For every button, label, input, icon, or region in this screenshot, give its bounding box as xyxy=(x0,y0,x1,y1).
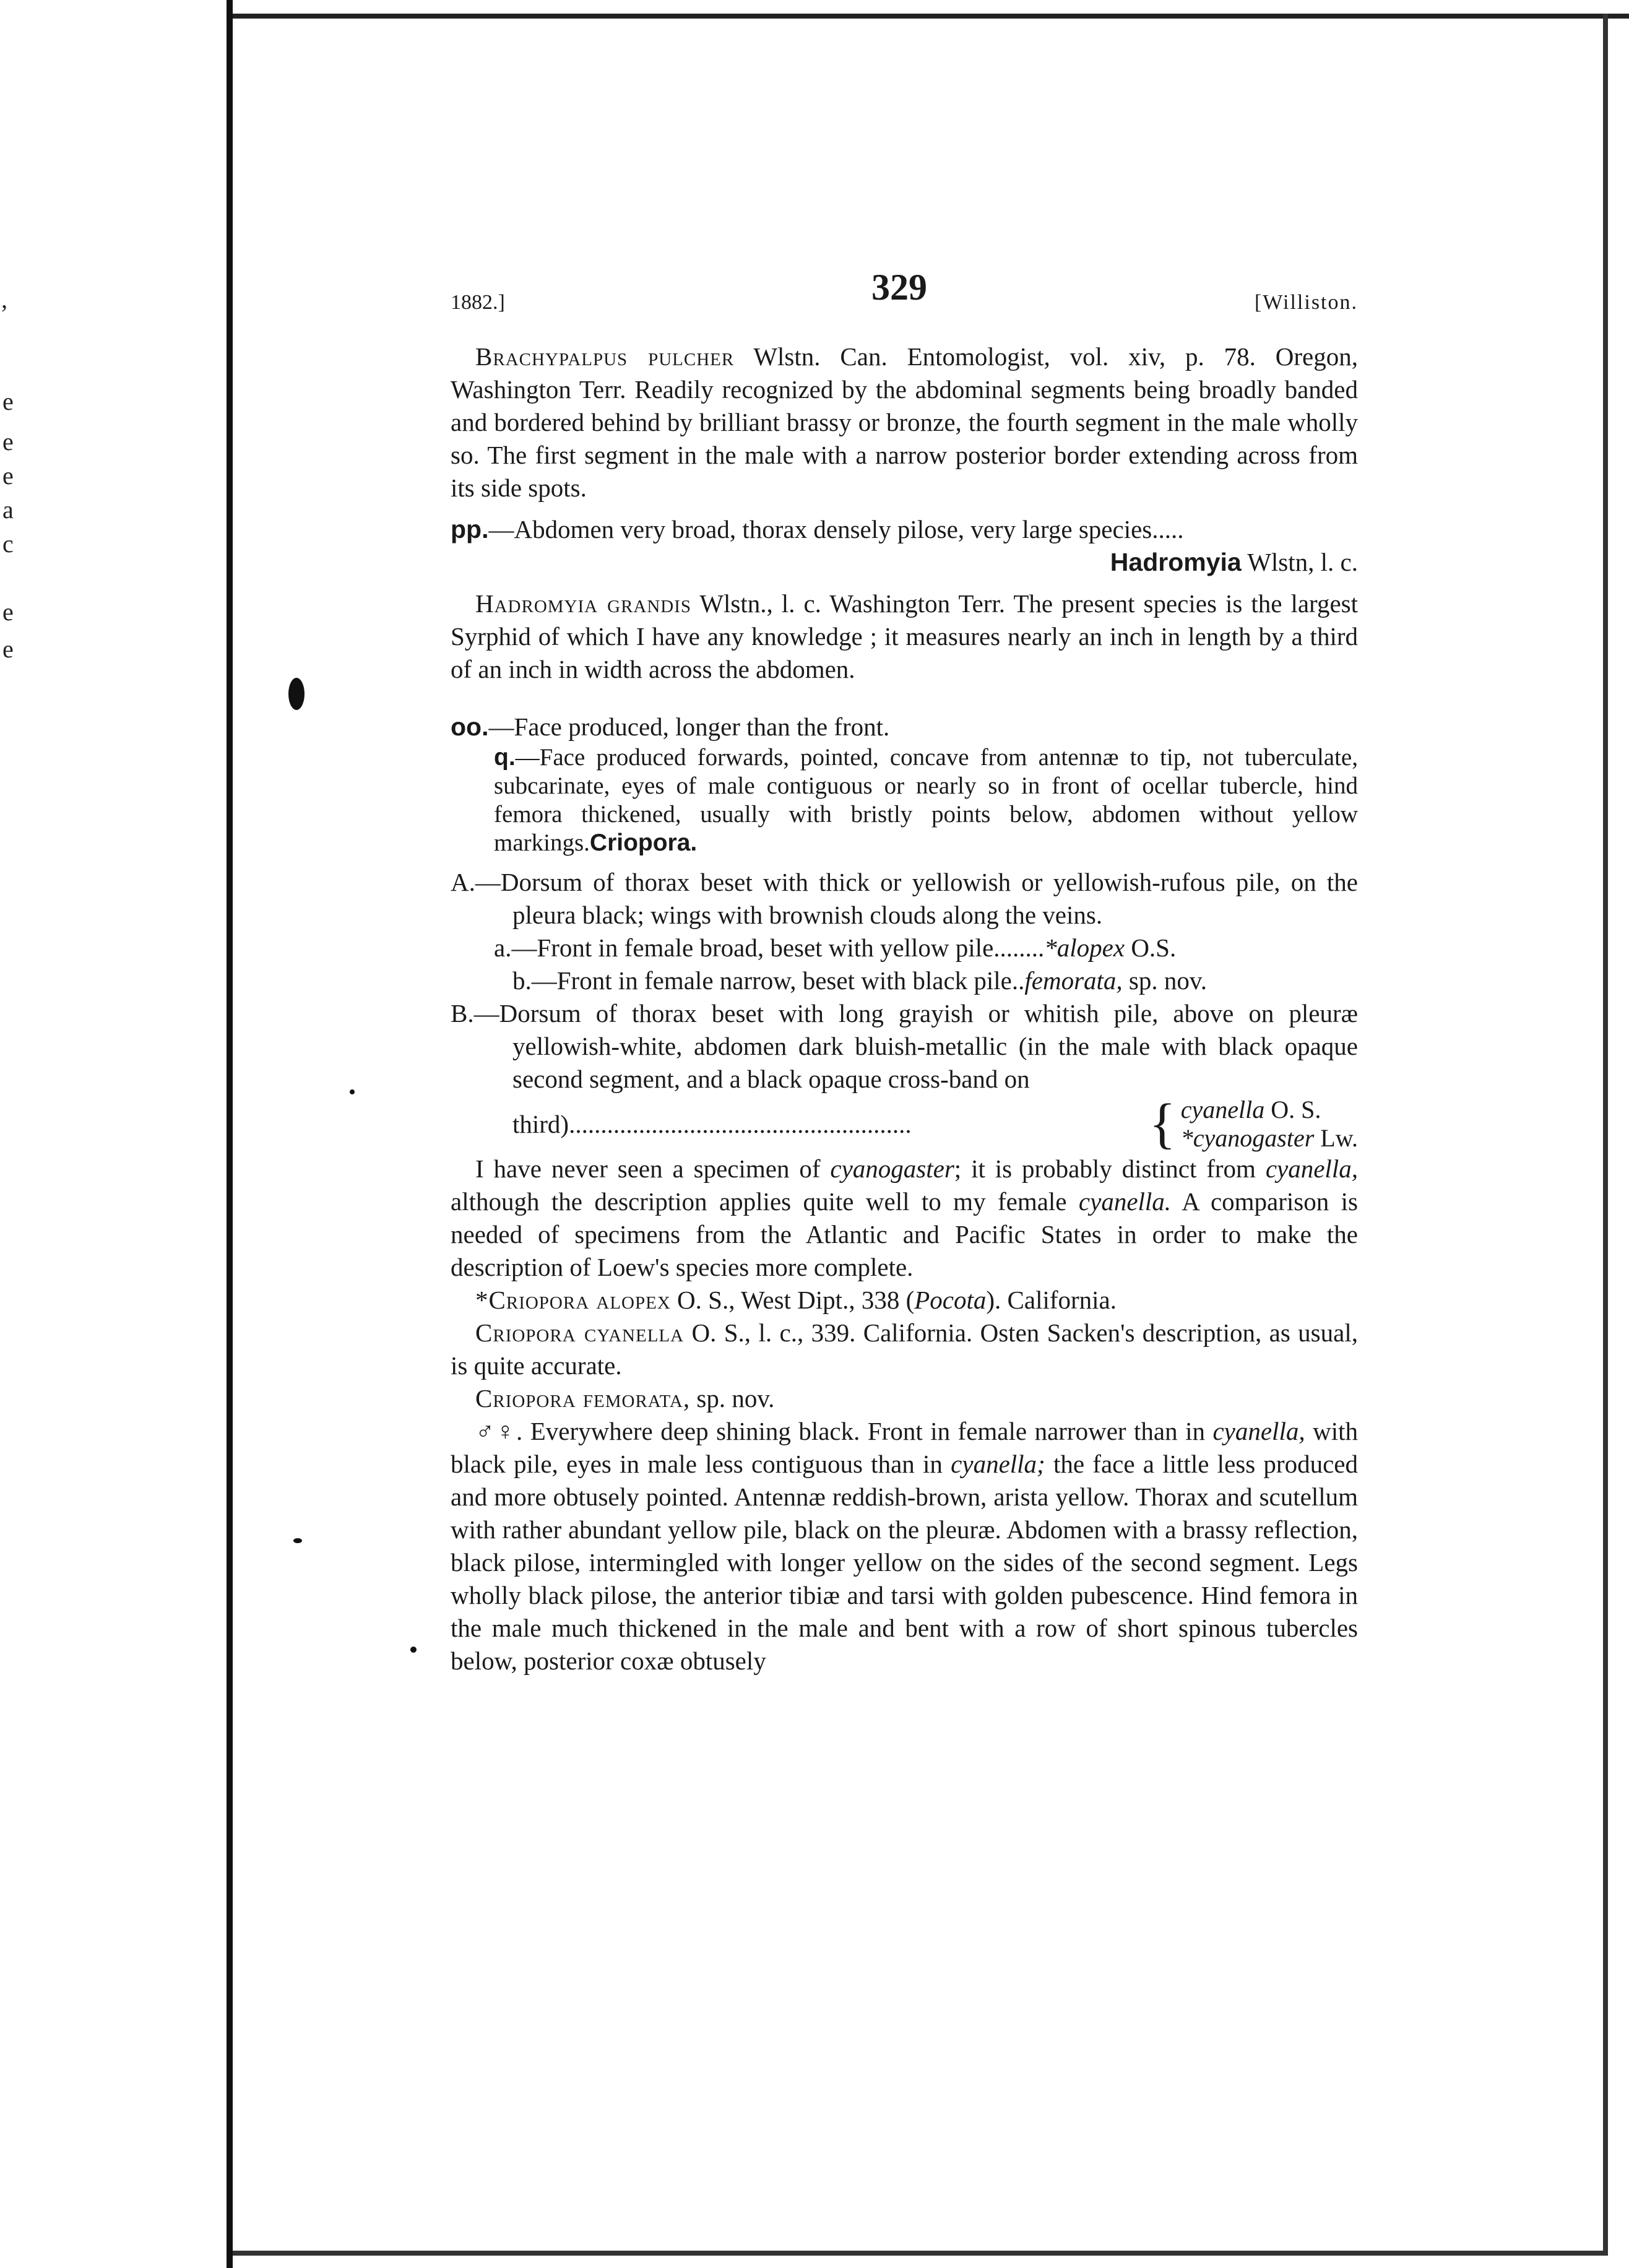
paragraph-femorata-description: ♂♀. Everywhere deep shining black. Front in female narrower than in cyanella, with black pile, eyes in male less contiguous than in cyanella; the face a little less produced and more obtusely pointed. Antennæ reddish-brown, arista yellow. Thorax and scutellum with rather abundant yellow pile, black on the pleuræ. Abdomen with a brassy reflection, black pilose, intermingled with longer yellow on the sides of the second segment. Legs wholly black pilose, the anterior tibiæ and tarsi with golden pubescence. Hind femora in the male much thickened in the male and bent with a row of short spinous tubercles below, posterior coxæ obtusely xyxy=(451,1417,1358,1675)
ink-speck xyxy=(293,1538,302,1543)
key-couplet-q xyxy=(451,743,1358,857)
scan-frame-top xyxy=(233,14,1629,19)
paragraph-brachypalpus xyxy=(451,340,1358,504)
paragraph-text: Wlstn. Can. Entomologist, vol. xiv, p. 78. Oregon, Washington Terr. Readily recognized by the abdominal segments being broadly banded and bordered behind by brilliant brassy or bronze, the fourth segment in the male wholly so. The first segment in the male with a narrow posterior border extending across from its side spots. xyxy=(451,342,1359,502)
genus-ref: Wlstn, l. c. xyxy=(1241,548,1358,576)
paragraph-alopex: *Criopora alopex O. S., West Dipt., 338 (Pocota). California. xyxy=(475,1286,1117,1314)
page-fold-shadow xyxy=(227,0,233,2268)
key-couplet-a: a.—Front in female broad, beset with yellow pile........*alopex O.S. xyxy=(494,933,1177,962)
scan-frame-bottom xyxy=(233,2251,1608,2256)
margin-fragment: e xyxy=(2,598,14,626)
species-name: Criopora femorata, xyxy=(475,1384,691,1413)
species-name: *cyanogaster xyxy=(1180,1124,1315,1152)
sex-symbols: ♂♀. xyxy=(475,1417,523,1445)
page-body xyxy=(451,266,1358,1677)
key-couplet-pp xyxy=(451,513,1358,546)
key-couplet-A: A.—Dorsum of thorax beset with thick or yellowish or yellowish-rufous pile, on the pleura black; wings with brownish clouds along the veins. xyxy=(451,868,1358,929)
paragraph-cyanella: Criopora cyanella O. S., l. c., 339. California. Osten Sacken's description, as usual, is quite accurate. xyxy=(451,1318,1358,1380)
key-couplet-oo xyxy=(451,711,1358,743)
species-name: *Criopora alopex xyxy=(475,1286,671,1314)
species-name: Criopora cyanella xyxy=(475,1318,685,1347)
paragraph-text: Wlstn., l. c. Washington Terr. The present species is the largest Syrphid of which I have any knowledge ; it measures nearly an inch in length by a third of an inch in width across the abdomen. xyxy=(451,589,1358,683)
margin-fragment: , xyxy=(1,285,7,313)
ink-speck xyxy=(410,1647,417,1653)
ink-blot xyxy=(288,678,305,710)
key-couplet-b: b.—Front in female narrow, beset with black pile..femorata, sp. nov. xyxy=(512,966,1207,995)
species-name: *alopex xyxy=(1044,933,1125,962)
key-label: q. xyxy=(494,744,516,771)
margin-fragment: a xyxy=(2,496,14,524)
paragraph-femorata-heading: Criopora femorata, sp. nov. xyxy=(475,1384,775,1413)
key-text: —Face produced, longer than the front. xyxy=(488,712,890,741)
key-text: —Face produced forwards, pointed, concave from antennæ to tip, not tuberculate, subcarinate, eyes of male contiguous or nearly so in front of ocellar tubercle, hind femora thickened, usually with bristly points below, abdomen without yellow markings. xyxy=(494,744,1358,856)
genus-name: Criopora. xyxy=(589,829,698,856)
genus-name: Hadromyia xyxy=(1110,548,1242,576)
running-head xyxy=(451,266,1358,340)
margin-fragment: e xyxy=(2,462,14,490)
species-name: Hadromyia grandis xyxy=(475,589,692,618)
left-facing-page xyxy=(0,0,230,2268)
key-leader: third)...................................................... xyxy=(512,1110,912,1138)
page-number: 329 xyxy=(871,267,927,308)
paragraph-hadromyia xyxy=(451,587,1358,686)
species-name: femorata, xyxy=(1024,966,1123,995)
species-name: Brachypalpus pulcher xyxy=(475,342,735,371)
key-label: pp. xyxy=(451,515,489,543)
running-head-author: [Williston. xyxy=(1254,291,1358,314)
key-result-pp xyxy=(451,546,1358,579)
margin-fragment: c xyxy=(2,530,14,558)
key-couplet-B: B.—Dorsum of thorax beset with long grayish or whitish pile, above on pleuræ yellowish-white, abdomen dark bluish-metallic (in the male with black opaque second segment, and a black opaque cross-band on xyxy=(451,999,1358,1093)
key-couplet-B-options xyxy=(451,1093,1358,1154)
species-name: cyanella xyxy=(1180,1096,1265,1123)
paragraph-cyanogaster-note: I have never seen a specimen of cyanogaster; it is probably distinct from cyanella, although the description applies quite well to my female cyanella. A comparison is needed of specimens from the Atlantic and Pacific States in order to make the description of Loew's species more complete. xyxy=(451,1154,1358,1281)
key-label: oo. xyxy=(451,712,489,741)
margin-fragment: e xyxy=(2,428,14,456)
margin-fragment: e xyxy=(2,387,14,415)
species-options: cyanella O. S. *cyanogaster Lw. xyxy=(1180,1096,1358,1152)
ink-speck xyxy=(350,1089,355,1094)
running-head-year: 1882.] xyxy=(451,291,505,314)
margin-fragment: e xyxy=(2,635,14,663)
scan-frame-right xyxy=(1603,14,1608,2254)
key-text: —Abdomen very broad, thorax densely pilose, very large species..... xyxy=(488,515,1184,543)
brace-glyph: { xyxy=(1149,1093,1176,1154)
